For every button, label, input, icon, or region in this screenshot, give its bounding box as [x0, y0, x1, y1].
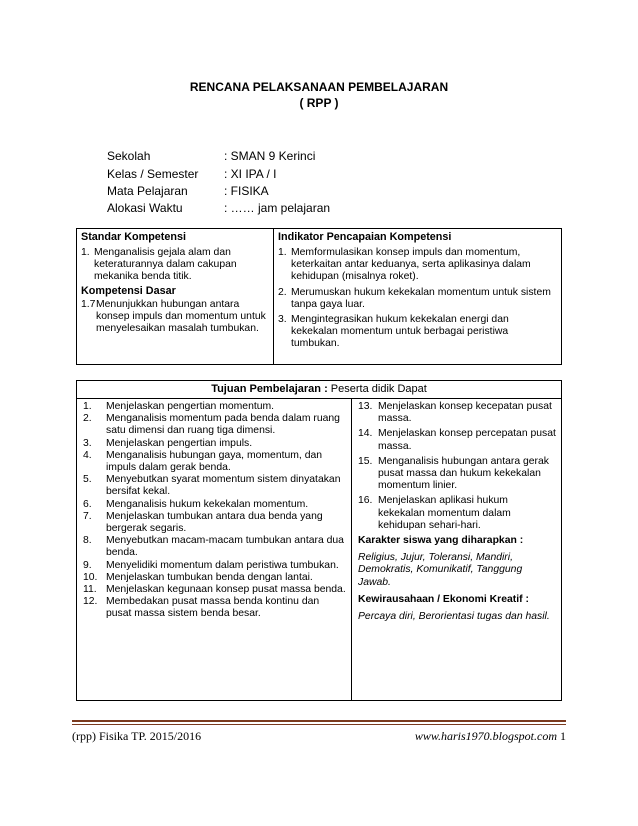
list-item: 10. Menjelaskan tumbukan benda dengan lantai. — [83, 571, 313, 583]
footer-rule — [72, 720, 566, 722]
list-item: 5. Menyebutkan syarat momentum sistem dinyatakan bersifat kekal. — [83, 474, 341, 498]
tujuan-left-cell — [77, 399, 352, 701]
footer-site: www.haris1970.blogspot.com — [414, 729, 557, 743]
kd-header: Kompetensi Dasar — [81, 284, 176, 297]
list-item: 7. Menjelaskan tumbukan antara dua benda yang bergerak segaris. — [83, 510, 323, 535]
list-item: 3. Mengintegrasikan hukum kekekalan energi dan kekekalan momentum untuk berbagai peristiwa tumbukan. — [278, 314, 509, 350]
list-item: 3. Menjelaskan pengertian impuls. — [83, 437, 253, 449]
list-item: 14. Menjelaskan konsep percepatan pusat massa. — [358, 428, 556, 452]
indikator-header: Indikator Pencapaian Kompetensi — [278, 231, 452, 243]
list-item: 11. Menjelaskan kegunaan konsep pusat massa benda. — [83, 584, 346, 596]
tujuan-right-cell — [352, 399, 562, 701]
sk-list — [81, 247, 269, 284]
info-label: Sekolah — [107, 149, 151, 163]
list-item: 13. Menjelaskan konsep kecepatan pusat massa. — [358, 401, 552, 425]
info-label: Kelas / Semester — [107, 167, 199, 181]
kewirausahaan-text: Percaya diri, Berorientasi tugas dan hasil. — [358, 611, 550, 623]
kompetensi-right-cell — [274, 229, 562, 365]
page-subtitle: ( RPP ) — [299, 96, 339, 110]
info-value: : FISIKA — [224, 184, 269, 198]
tujuan-list-right — [358, 401, 557, 532]
list-item: 9. Menyelidiki momentum dalam peristiwa tumbukan. — [83, 559, 339, 571]
footer-right — [415, 729, 566, 743]
tujuan-list-left — [83, 401, 347, 621]
list-item: 1. Menganalisis gejala alam dan keteraturannya dalam cakupan mekanika benda titik. — [81, 247, 237, 283]
kompetensi-left-cell — [77, 229, 274, 365]
kd-list — [81, 299, 269, 336]
page-title: RENCANA PELAKSANAAN PEMBELAJARAN — [189, 80, 449, 94]
tujuan-table — [76, 380, 562, 701]
footer-rule-thin — [72, 724, 566, 725]
list-item: 1.7 Menunjukkan hubungan antara konsep impuls dan momentum untuk menyelesaikan masalah tumbukan. — [81, 298, 266, 335]
info-label: Alokasi Waktu — [107, 201, 183, 215]
info-value: : SMAN 9 Kerinci — [224, 149, 316, 163]
indikator-list — [278, 247, 557, 351]
info-value: : XI IPA / I — [224, 167, 277, 181]
karakter-header: Karakter siswa yang diharapkan : — [358, 535, 524, 547]
list-item: 16. Menjelaskan aplikasi hukum kekekalan momentum dalam kehidupan sehari-hari. — [358, 495, 511, 531]
list-item: 6. Menganalisis hukum kekekalan momentum. — [83, 498, 309, 510]
kewirausahaan-header: Kewirausahaan / Ekonomi Kreatif : — [358, 593, 529, 605]
list-item: 1. Menjelaskan pengertian momentum. — [83, 401, 275, 412]
list-item: 4. Menganalisis hubungan gaya, momentum, dan impuls dalam gerak benda. — [83, 449, 323, 474]
footer-left: (rpp) Fisika TP. 2015/2016 — [72, 729, 202, 743]
list-item: 15. Menganalisis hubungan antara gerak pusat massa dan hukum kekekalan momentum linier. — [358, 455, 549, 492]
karakter-text: Religius, Jujur, Toleransi, Mandiri, Demokratis, Komunikatif, Tanggung Jawab. — [358, 552, 523, 588]
tujuan-header-cell — [77, 381, 562, 399]
info-value: : …… jam pelajaran — [224, 201, 331, 215]
kompetensi-table — [76, 228, 562, 365]
tujuan-header-rest: Peserta didik Dapat — [327, 383, 427, 395]
info-label: Mata Pelajaran — [107, 184, 188, 198]
list-item: 12. Membedakan pusat massa benda kontinu dan pusat massa sistem benda besar. — [83, 596, 320, 620]
list-item: 8. Menyebutkan macam-macam tumbukan antara dua benda. — [83, 535, 344, 559]
list-item: 2. Menganalisis momentum pada benda dalam ruang satu dimensi dan ruang tiga dimensi. — [83, 413, 340, 437]
page-number: 1 — [560, 729, 566, 743]
tujuan-header: Tujuan Pembelajaran : — [211, 383, 328, 395]
list-item: 2. Merumuskan hukum kekekalan momentum untuk sistem tanpa gaya luar. — [278, 286, 551, 310]
list-item: 1. Memformulasikan konsep impuls dan momentum, keterkaitan antar keduanya, serta aplikasinya dalam kehidupan (misalnya roket). — [278, 247, 531, 283]
sk-header: Standar Kompetensi — [81, 231, 186, 243]
